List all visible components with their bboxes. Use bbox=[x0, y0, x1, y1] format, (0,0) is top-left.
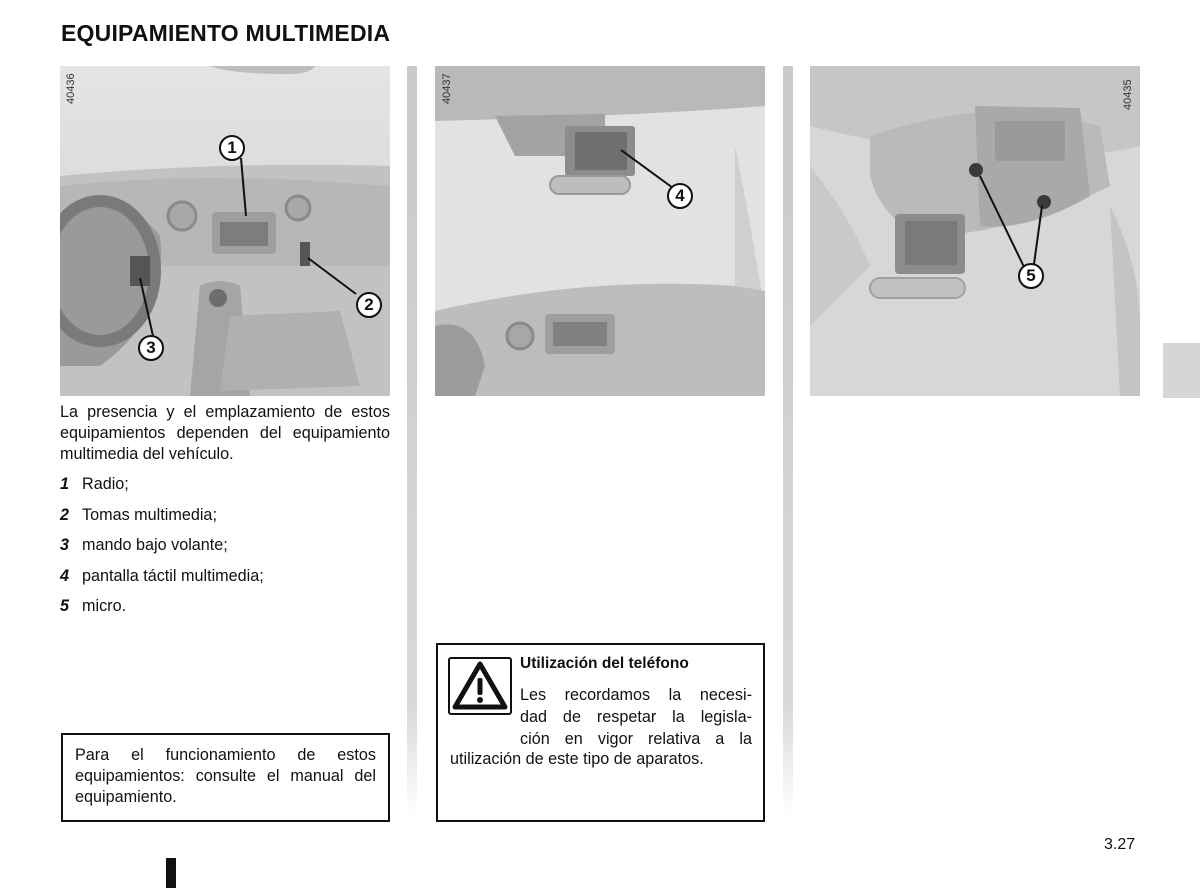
warning-line: dad de respetar la legisla- bbox=[520, 708, 752, 726]
legend-item: 3 mando bajo volante; bbox=[60, 536, 228, 554]
warning-line: utilización de este tipo de aparatos. bbox=[450, 750, 704, 768]
legend-item: 4 pantalla táctil multimedia; bbox=[60, 566, 264, 585]
warning-box bbox=[436, 643, 765, 822]
figure-dashboard-photo bbox=[60, 66, 390, 396]
legend-item: 5 micro. bbox=[60, 597, 127, 615]
callout-2: 2 bbox=[356, 292, 382, 318]
column-divider-right bbox=[783, 66, 793, 816]
figure-ref-code: 40435 bbox=[1122, 79, 1134, 110]
legend-item: 2 Tomas multimedia; bbox=[60, 505, 217, 524]
figure-microphone-photo bbox=[810, 66, 1140, 396]
legend-item: 1 Radio; bbox=[60, 475, 129, 493]
callout-4: 4 bbox=[667, 183, 693, 209]
warning-line: ción en vigor relativa a la bbox=[520, 730, 752, 748]
column-divider-left bbox=[407, 66, 417, 816]
legend-list bbox=[60, 474, 264, 627]
figure-ref-code: 40436 bbox=[65, 73, 77, 104]
page-title: EQUIPAMIENTO MULTIMEDIA bbox=[61, 20, 391, 46]
section-side-tab bbox=[1163, 343, 1200, 398]
warning-title: Utilización del teléfono bbox=[520, 655, 689, 672]
note-box: Para el funcionamiento de estos equipamientos: consulte el manual del equipamiento. bbox=[61, 733, 390, 822]
intro-paragraph: La presencia y el emplazamiento de estos equipamientos dependen del equipamiento multimedia del vehículo. bbox=[60, 403, 390, 463]
callout-1: 1 bbox=[219, 135, 245, 161]
callout-3: 3 bbox=[138, 335, 164, 361]
crop-mark bbox=[166, 858, 176, 888]
warning-triangle-icon bbox=[448, 657, 512, 715]
warning-line: Les recordamos la necesi- bbox=[520, 686, 752, 704]
figure-touchscreen-photo bbox=[435, 66, 765, 396]
page-number: 3.27 bbox=[1104, 836, 1136, 853]
figure-ref-code: 40437 bbox=[441, 73, 453, 104]
callout-5: 5 bbox=[1018, 263, 1044, 289]
